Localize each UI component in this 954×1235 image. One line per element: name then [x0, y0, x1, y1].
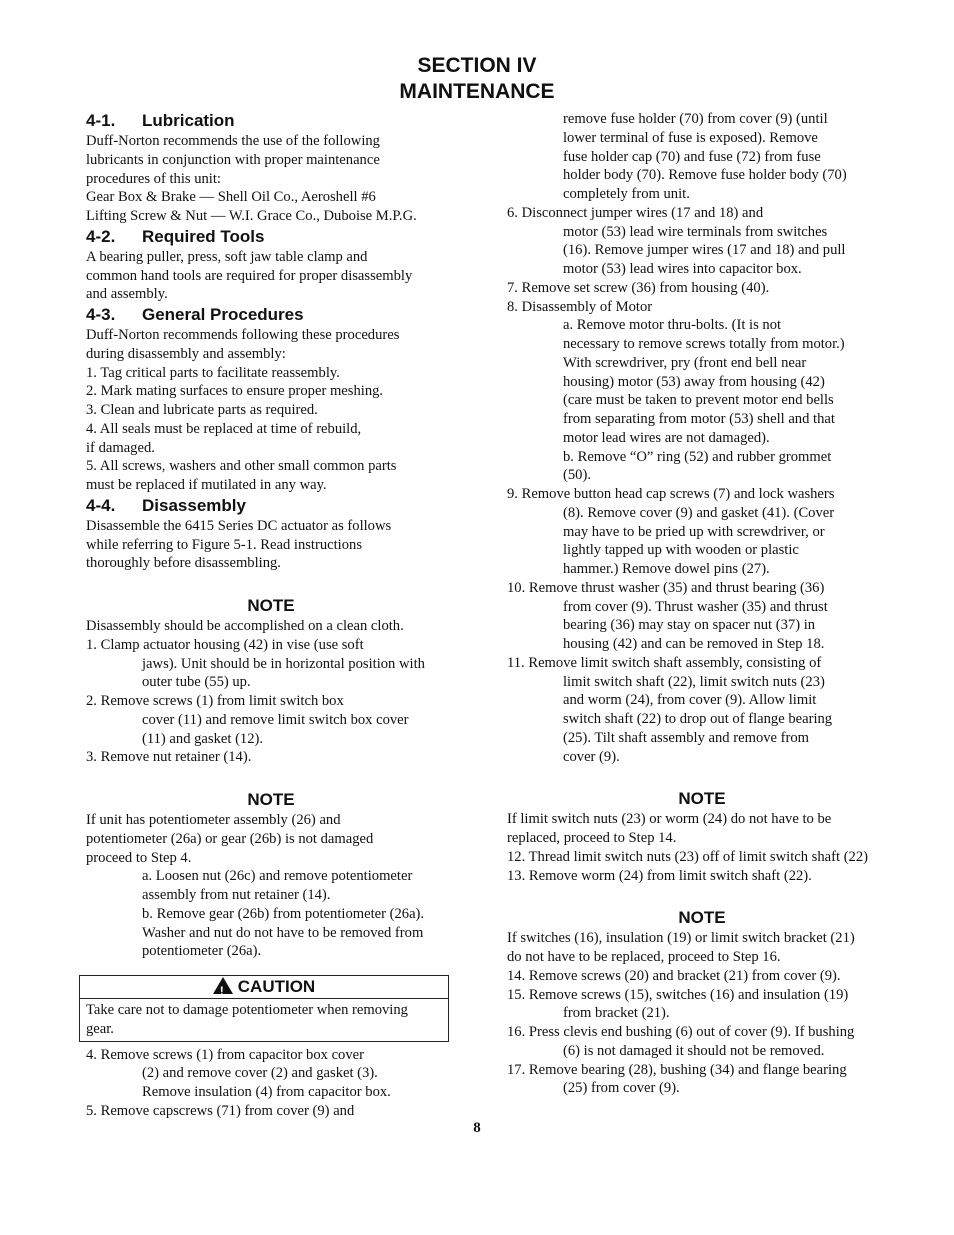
text-line: Take care not to damage potentiometer when removing: [86, 1002, 408, 1018]
text-line: 2. Mark mating surfaces to ensure proper meshing.: [86, 383, 384, 400]
left-column: [86, 110, 456, 1121]
text-line: A bearing puller, press, soft jaw table clamp and: [86, 248, 368, 265]
right-column: [507, 110, 897, 1098]
note-text: [507, 810, 897, 885]
step-line: 17. Remove bearing (28), bushing (34) and flange bearing: [507, 1061, 847, 1078]
text-line: 13. Remove worm (24) from limit switch shaft (22).: [507, 867, 812, 884]
heading-lubrication: 4-1. Lubrication: [86, 111, 235, 130]
note-text: [507, 929, 897, 985]
caution-heading: !CAUTION: [80, 976, 448, 999]
step-line: 15. Remove screws (15), switches (16) and insulation (19): [507, 986, 849, 1003]
step-8-sub: [507, 316, 897, 485]
text-line: 3. Clean and lubricate parts as required.: [86, 402, 318, 418]
text-line: potentiometer (26a) or gear (26b) is not damaged: [86, 830, 374, 847]
step-line: may have to be pried up with screwdriver, or: [563, 523, 825, 540]
step-line: motor (53) lead wires into capacitor box.: [563, 261, 802, 277]
text-line: b. Remove gear (26b) from potentiometer (26a).: [142, 905, 425, 922]
text-line: 14. Remove screws (20) and bracket (21) from cover (9).: [507, 967, 841, 984]
text-line: proceed to Step 4.: [86, 849, 192, 866]
note-heading: NOTE: [678, 789, 726, 809]
text-line: Lifting Screw & Nut — W.I. Grace Co., Duboise M.P.G.: [86, 208, 417, 224]
text-line: If limit switch nuts (23) or worm (24) do not have to be: [507, 811, 832, 828]
step-line: motor (53) lead wire terminals from switches: [563, 223, 828, 240]
text-line: procedures of this unit:: [86, 170, 221, 187]
step-line: (2) and remove cover (2) and gasket (3).: [142, 1065, 378, 1082]
step-line: (6) is not damaged it should not be removed.: [563, 1042, 825, 1059]
step-line: necessary to remove screws totally from motor.): [563, 336, 845, 352]
step-line: from cover (9). Thrust washer (35) and thrust: [563, 598, 828, 615]
lubrication-text: [86, 132, 456, 226]
text-line: 5. All screws, washers and other small common parts: [86, 458, 397, 475]
text-line: Washer and nut do not have to be removed from: [142, 924, 424, 941]
section-number: SECTION IV: [417, 54, 537, 77]
text-line: 12. Thread limit switch nuts (23) off of limit switch shaft (22): [507, 848, 869, 865]
text-line: must be replaced if mutilated in any way.: [86, 477, 327, 493]
caution-box: [79, 975, 449, 1042]
step-continuation: [507, 110, 897, 204]
step-line: (care must be taken to prevent motor end bells: [563, 392, 834, 409]
note-text: Disassembly should be accomplished on a clean cloth.: [86, 618, 404, 634]
heading-disassembly: 4-4. Disassembly: [86, 495, 246, 515]
step-line: motor lead wires are not damaged).: [563, 429, 770, 446]
step-line: remove fuse holder (70) from cover (9) (until: [563, 111, 828, 127]
step-line: 16. Press clevis end bushing (6) out of cover (9). If bushing: [507, 1024, 855, 1040]
note-heading: NOTE: [678, 908, 726, 928]
step-line: (11) and gasket (12).: [142, 730, 264, 747]
step-line: housing) motor (53) away from housing (42): [563, 373, 825, 390]
step-line: housing (42) and can be removed in Step 18.: [563, 636, 825, 652]
section-title: [0, 53, 954, 105]
step-line: 2. Remove screws (1) from limit switch box: [86, 693, 344, 709]
text-line: and assembly.: [86, 286, 168, 303]
step-line: Remove insulation (4) from capacitor box.: [142, 1084, 391, 1100]
text-line: if damaged.: [86, 439, 155, 456]
step-line: (16). Remove jumper wires (17 and 18) and pull: [563, 242, 846, 259]
text-line: Duff-Norton recommends the use of the following: [86, 133, 380, 149]
page-number: 8: [473, 1120, 481, 1136]
steps-list: [86, 636, 456, 767]
text-line: assembly from nut retainer (14).: [142, 887, 331, 903]
step-line: With screwdriver, pry (front end bell near: [563, 354, 807, 371]
step-line: from separating from motor (53) shell and that: [563, 411, 835, 427]
step-line: 3. Remove nut retainer (14).: [86, 749, 252, 766]
text-line: common hand tools are required for proper disassembly: [86, 267, 413, 284]
caution-text: [80, 999, 448, 1041]
step-line: (50).: [563, 467, 591, 484]
steps-list: [86, 1046, 456, 1121]
step-line: 10. Remove thrust washer (35) and thrust bearing (36): [507, 579, 825, 596]
step-line: 1. Clamp actuator housing (42) in vise (use soft: [86, 636, 364, 653]
note-heading: NOTE: [247, 596, 295, 615]
step-line: limit switch shaft (22), limit switch nuts (23): [563, 673, 825, 690]
step-17: [507, 1061, 897, 1099]
step-line: holder body (70). Remove fuse holder body (70): [563, 167, 847, 184]
step-line: and worm (24), from cover (9). Allow limit: [563, 692, 817, 709]
section-name: MAINTENANCE: [399, 80, 555, 103]
step-line: lower terminal of fuse is exposed). Remove: [563, 129, 818, 146]
step-line: b. Remove “O” ring (52) and rubber grommet: [563, 448, 832, 465]
text-line: Duff-Norton recommends following these procedures: [86, 327, 400, 343]
heading-required-tools: 4-2. Required Tools: [86, 226, 265, 246]
step-line: cover (11) and remove limit switch box cover: [142, 711, 409, 728]
text-line: lubricants in conjunction with proper maintenance: [86, 151, 380, 168]
text-line: If unit has potentiometer assembly (26) and: [86, 812, 341, 828]
step-line: jaws). Unit should be in horizontal position with: [142, 655, 425, 672]
step-16: [507, 1023, 897, 1061]
text-line: 1. Tag critical parts to facilitate reassembly.: [86, 364, 340, 381]
step-line: hammer.) Remove dowel pins (27).: [563, 561, 770, 577]
text-line: Disassemble the 6415 Series DC actuator as follows: [86, 517, 392, 534]
step-line: bearing (36) may stay on spacer nut (37) in: [563, 617, 816, 634]
warning-triangle-icon: [213, 977, 233, 994]
step-line: completely from unit.: [563, 186, 690, 202]
step-line: (8). Remove cover (9) and gasket (41). (Cover: [563, 504, 835, 521]
step-line: switch shaft (22) to drop out of flange bearing: [563, 711, 833, 727]
tools-text: [86, 248, 456, 304]
text-line: during disassembly and assembly:: [86, 345, 286, 362]
step-line: 11. Remove limit switch shaft assembly, consisting of: [507, 654, 822, 671]
text-line: do not have to be replaced, proceed to Step 16.: [507, 949, 781, 965]
step-line: a. Remove motor thru-bolts. (It is not: [563, 317, 782, 334]
step-7: 7. Remove set screw (36) from housing (40).: [507, 279, 770, 296]
text-line: potentiometer (26a).: [142, 943, 262, 960]
step-line: 4. Remove screws (1) from capacitor box cover: [86, 1046, 364, 1063]
text-line: gear.: [86, 1020, 114, 1037]
step-line: 9. Remove button head cap screws (7) and lock washers: [507, 486, 835, 502]
disassembly-text: [86, 517, 456, 573]
text-line: Gear Box & Brake — Shell Oil Co., Aeroshell #6: [86, 189, 376, 206]
text-line: replaced, proceed to Step 14.: [507, 830, 677, 846]
step-8: 8. Disassembly of Motor: [507, 298, 653, 315]
step-line: 6. Disconnect jumper wires (17 and 18) and: [507, 204, 764, 221]
step-9: [507, 485, 897, 579]
step-6: [507, 204, 897, 279]
text-line: thoroughly before disassembling.: [86, 555, 281, 572]
step-10: [507, 579, 897, 654]
text-line: If switches (16), insulation (19) or limit switch bracket (21): [507, 930, 855, 947]
text-line: 4. All seals must be replaced at time of rebuild,: [86, 420, 362, 437]
step-line: from bracket (21).: [563, 1005, 670, 1022]
note-text: [86, 811, 456, 961]
step-line: outer tube (55) up.: [142, 674, 251, 691]
step-line: (25) from cover (9).: [563, 1080, 680, 1097]
heading-general-procedures: 4-3. General Procedures: [86, 305, 304, 324]
note-heading: NOTE: [247, 790, 295, 809]
text-line: a. Loosen nut (26c) and remove potentiometer: [142, 868, 413, 885]
step-line: cover (9).: [563, 748, 620, 765]
step-line: lightly tapped up with wooden or plastic: [563, 542, 799, 559]
step-11: [507, 654, 897, 767]
step-15: [507, 986, 897, 1024]
step-line: fuse holder cap (70) and fuse (72) from fuse: [563, 148, 821, 165]
step-line: 5. Remove capscrews (71) from cover (9) and: [86, 1102, 355, 1119]
text-line: while referring to Figure 5-1. Read instructions: [86, 536, 362, 553]
procedures-text: [86, 326, 456, 495]
step-line: (25). Tilt shaft assembly and remove from: [563, 729, 810, 746]
